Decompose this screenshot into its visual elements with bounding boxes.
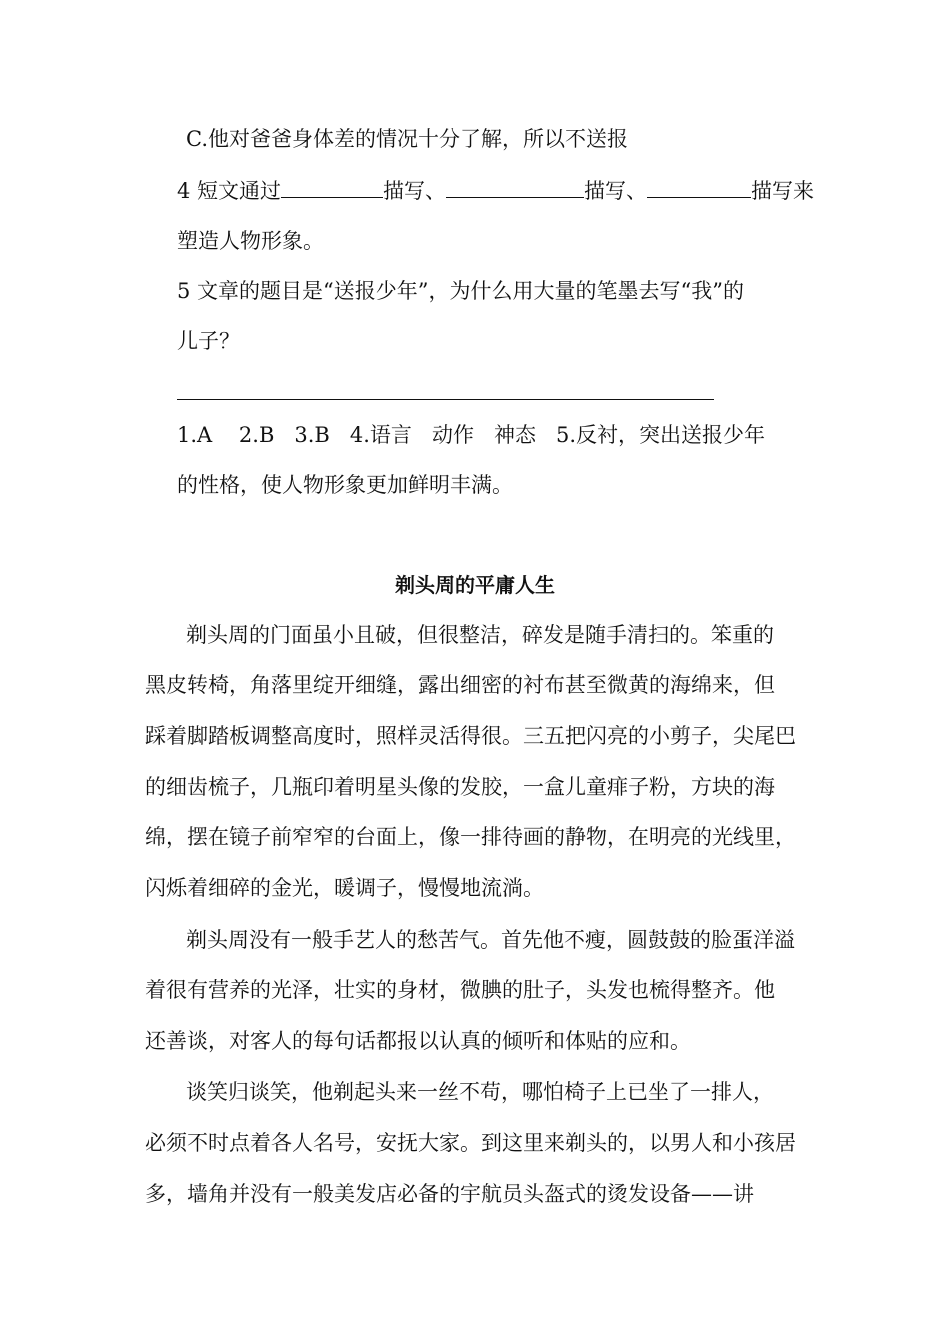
article-line: 黑皮转椅，角落里绽开细缝，露出细密的衬布甚至微黄的海绵来，但 xyxy=(145,673,775,697)
article-line: 还善谈，对客人的每句话都报以认真的倾听和体贴的应和。 xyxy=(145,1029,691,1053)
question-3-option-c: C.他对爸爸身体差的情况十分了解，所以不送报 xyxy=(186,127,628,151)
question-5-line-1: 5 文章的题目是“送报少年”，为什么用大量的笔墨去写“我”的 xyxy=(177,279,744,303)
article-line: 的细齿梳子，几瓶印着明星头像的发胶，一盒儿童痱子粉，方块的海 xyxy=(145,775,775,799)
article-line: 踩着脚踏板调整高度时，照样灵活得很。三五把闪亮的小剪子，尖尾巴 xyxy=(145,724,796,748)
article-line: 着很有营养的光泽，壮实的身材，微腆的肚子，头发也梳得整齐。他 xyxy=(145,978,775,1002)
article-line: 谈笑归谈笑，他剃起头来一丝不苟，哪怕椅子上已坐了一排人， xyxy=(186,1080,774,1104)
answer-key-line-2: 的性格，使人物形象更加鲜明丰满。 xyxy=(177,473,513,497)
article-line: 必须不时点着各人名号，安抚大家。到这里来剃头的，以男人和小孩居 xyxy=(145,1131,796,1155)
question-4-prefix: 4 短文通过 xyxy=(177,179,282,203)
question-4-line-1 xyxy=(177,175,814,205)
article-line: 闪烁着细碎的金光，暖调子，慢慢地流淌。 xyxy=(145,876,544,900)
article-line: 剃头周的门面虽小且破，但很整洁，碎发是随手清扫的。笨重的 xyxy=(186,623,774,647)
question-5-line-2: 儿子？ xyxy=(177,329,240,353)
answer-line xyxy=(177,399,714,400)
answer-blank-1 xyxy=(281,175,383,198)
question-4-segment-4: 描写来 xyxy=(751,179,815,203)
question-4-line-2: 塑造人物形象。 xyxy=(177,229,324,253)
question-4-segment-3: 描写、 xyxy=(584,179,648,203)
article-line: 剃头周没有一般手艺人的愁苦气。首先他不瘦，圆鼓鼓的脸蛋洋溢 xyxy=(186,928,795,952)
answer-key-line-1: 1.A 2.B 3.B 4.语言 动作 神态 5.反衬，突出送报少年 xyxy=(177,423,766,447)
question-4-segment-2: 描写、 xyxy=(383,179,447,203)
article-line: 多，墙角并没有一般美发店必备的宇航员头盔式的烫发设备——讲 xyxy=(145,1182,754,1206)
article-line: 绵，摆在镜子前窄窄的台面上，像一排待画的静物，在明亮的光线里， xyxy=(145,825,796,849)
article-title: 剃头周的平庸人生 xyxy=(395,573,555,597)
answer-blank-2 xyxy=(446,175,584,198)
answer-blank-3 xyxy=(647,175,751,198)
